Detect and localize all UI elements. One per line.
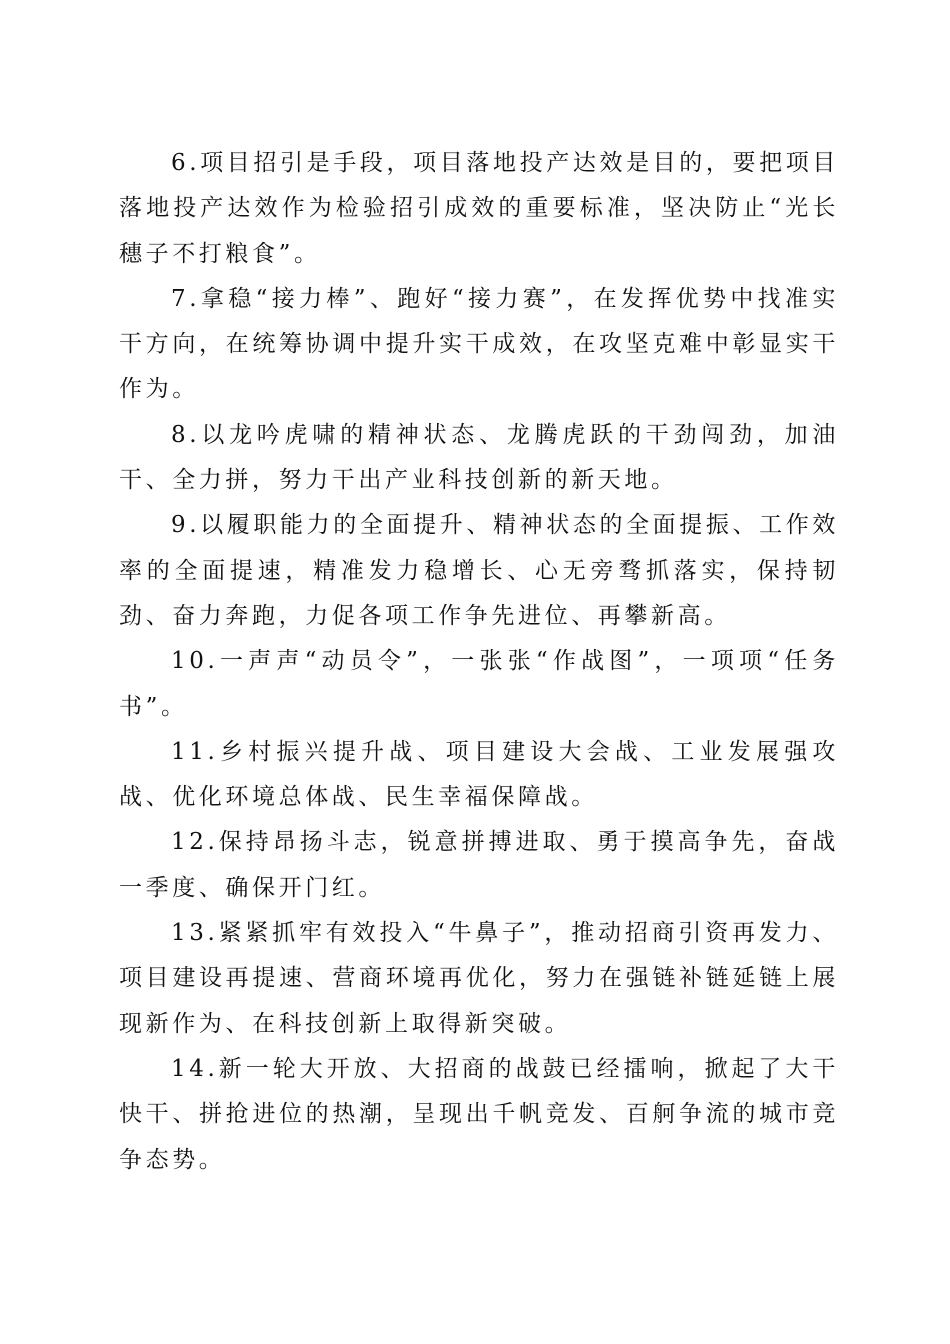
paragraph-9: 9.以履职能力的全面提升、精神状态的全面提振、工作效率的全面提速，精准发力稳增长、心无旁骛抓落实，保持韧劲、奋力奔跑，力促各项工作争先进位、再攀新高。 [119,512,839,629]
paragraph-10: 10.一声声“动员令”，一张张“作战图”，一项项“任务书”。 [119,648,839,720]
paragraph-11: 11.乡村振兴提升战、项目建设大会战、工业发展强攻战、优化环境总体战、民生幸福保障战。 [119,738,839,811]
paragraph-13: 13.紧紧抓牢有效投入“牛鼻子”，推动招商引资再发力、项目建设再提速、营商环境再优化，努力在强链补链延链上展现新作为、在科技创新上取得新突破。 [119,920,839,1037]
document-body [119,141,839,1183]
paragraph-12: 12.保持昂扬斗志，锐意拼搏进取、勇于摸高争先，奋战一季度、确保开门红。 [119,829,839,901]
paragraph-14: 14.新一轮大开放、大招商的战鼓已经擂响，掀起了大干快干、拼抢进位的热潮，呈现出千帆竞发、百舸争流的城市竞争态势。 [119,1055,839,1173]
paragraph-6: 6.项目招引是手段，项目落地投产达效是目的，要把项目落地投产达效作为检验招引成效的重要标准，坚决防止“光长穗子不打粮食”。 [119,150,839,267]
paragraph-8: 8.以龙吟虎啸的精神状态、龙腾虎跃的干劲闯劲，加油干、全力拼，努力干出产业科技创新的新天地。 [119,421,839,494]
paragraph-7: 7.拿稳“接力棒”、跑好“接力赛”，在发挥优势中找准实干方向，在统筹协调中提升实干成效，在攻坚克难中彰显实干作为。 [119,285,839,403]
